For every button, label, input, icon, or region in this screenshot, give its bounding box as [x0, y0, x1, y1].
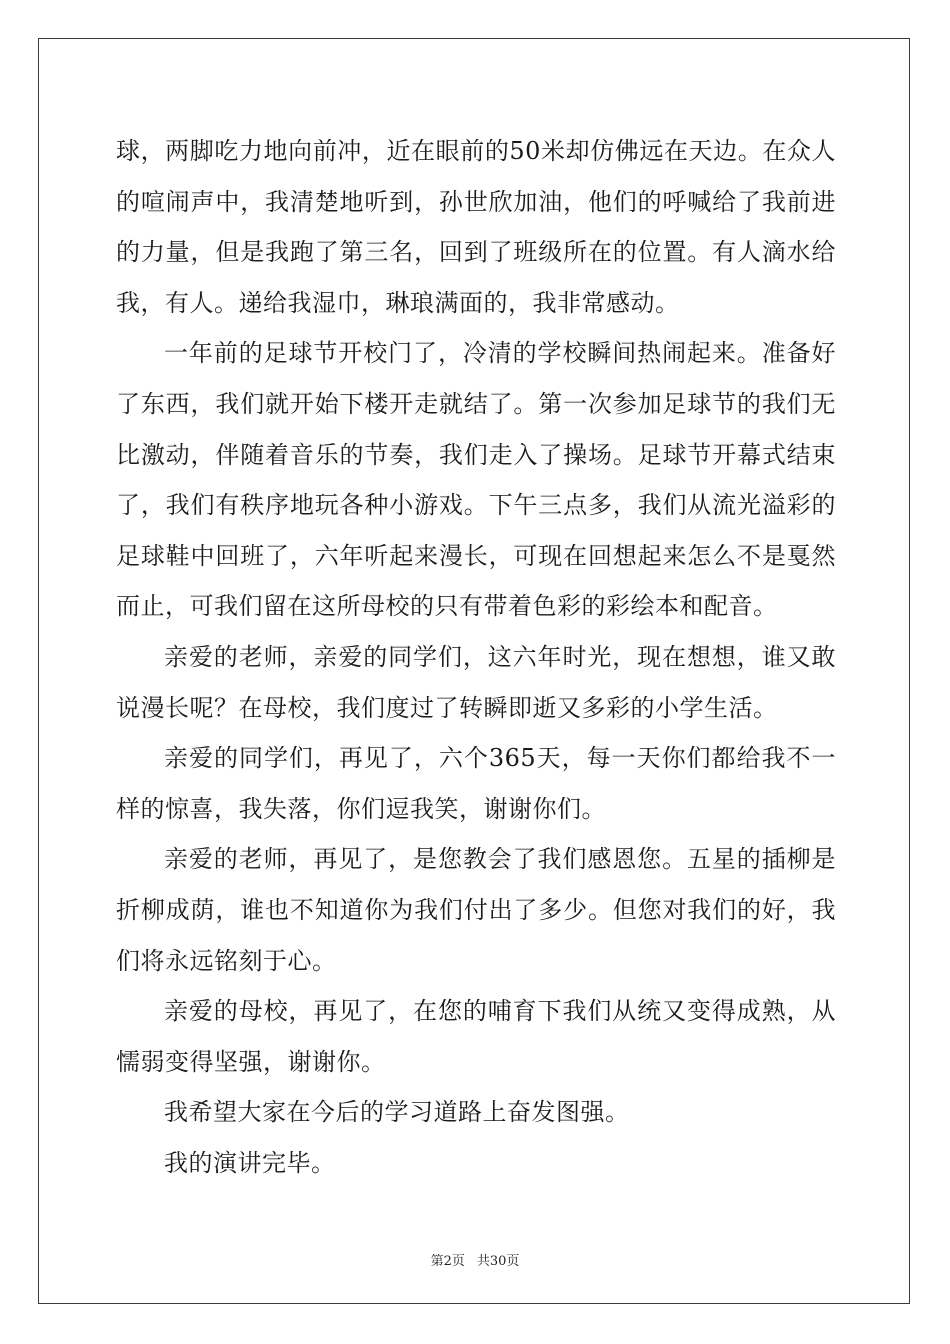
paragraph: 亲爱的同学们，再见了，六个365天，每一天你们都给我不一样的惊喜，我失落，你们逗我笑，谢谢你们。 [116, 744, 836, 823]
document-body [116, 126, 836, 1188]
paragraph: 亲爱的老师，亲爱的同学们，这六年时光，现在想想，谁又敢说漫长呢？在母校，我们度过了转瞬即逝又多彩的小学生活。 [116, 642, 836, 722]
page-number: 第2页 [430, 1254, 465, 1269]
paragraph: 一年前的足球节开校门了，冷清的学校瞬间热闹起来。准备好了东西，我们就开始下楼开走就结了。第一次参加足球节的我们无比激动，伴随着音乐的节奏，我们走入了操场。足球节开幕式结束了，我们有秩序地玩各种小游戏。下午三点多，我们从流光溢彩的足球鞋中回班了，六年听起来漫长，可现在回想起来怎么不是戛然而止，可我们留在这所母校的只有带着色彩的彩绘本和配音。 [116, 339, 836, 621]
page-total: 共30页 [476, 1254, 520, 1269]
paragraph: 亲爱的母校，再见了，在您的哺育下我们从统又变得成熟，从懦弱变得坚强，谢谢你。 [116, 997, 836, 1076]
page-footer [0, 1250, 950, 1269]
paragraph: 亲爱的老师，再见了，是您教会了我们感恩您。五星的插柳是折柳成荫，谁也不知道你为我们付出了多少。但您对我们的好，我们将永远铭刻于心。 [116, 845, 836, 975]
paragraph: 球，两脚吃力地向前冲，近在眼前的50米却仿佛远在天边。在众人的喧闹声中，我清楚地听到，孙世欣加油，他们的呼喊给了我前进的力量，但是我跑了第三名，回到了班级所在的位置。有人滴水给我，有人。递给我湿巾，琳琅满面的，我非常感动。 [116, 137, 836, 317]
paragraph: 我希望大家在今后的学习道路上奋发图强。 [164, 1098, 630, 1127]
paragraph: 我的演讲完毕。 [164, 1148, 336, 1177]
